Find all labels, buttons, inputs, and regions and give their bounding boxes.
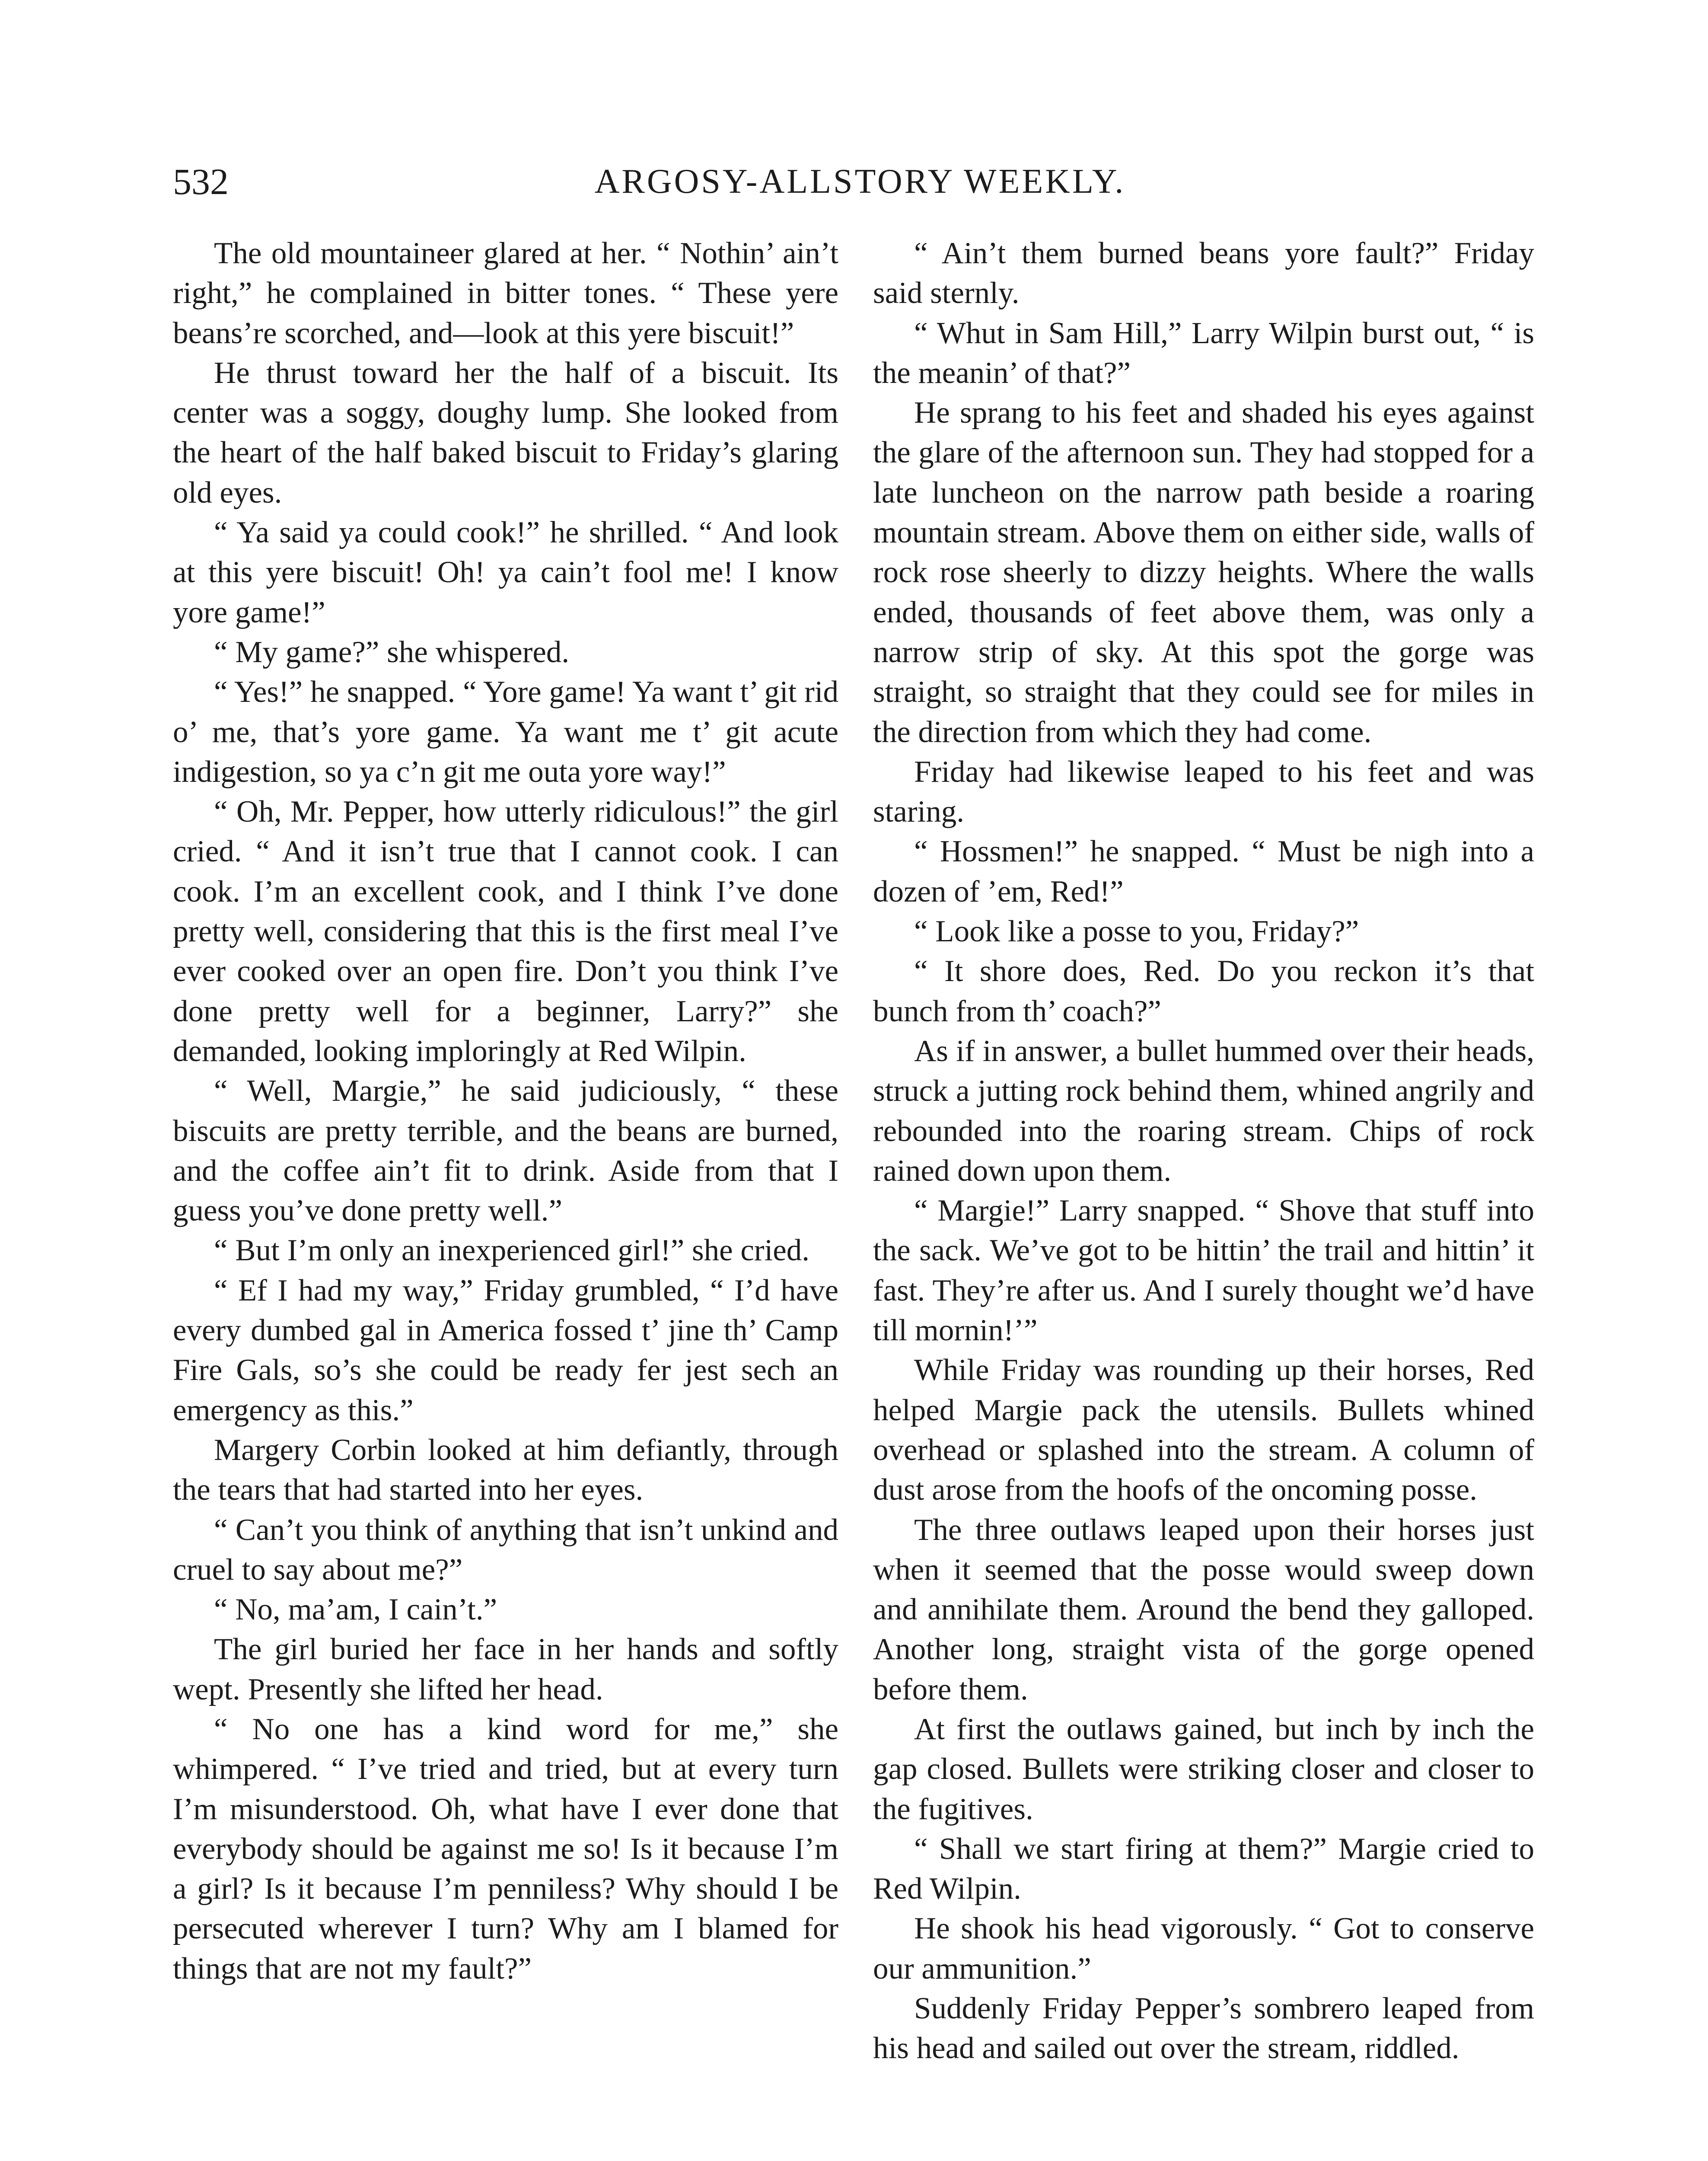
paragraph: Friday had likewise leaped to his feet and was staring.: [873, 755, 1534, 829]
right-column: [873, 233, 1534, 2069]
page-header: [173, 156, 1547, 207]
paragraph: “ Oh, Mr. Pepper, how utterly ridiculous!” the girl cried. “ And it isn’t true that I cannot cook. I can cook. I’m an excellent cook, and I think I’ve done pretty well, considering that this is the first meal I’ve ever cooked over an open fire. Don’t you think I’ve done pretty well for a beginner, Larry?” she demanded, looking imploringly at Red Wilpin.: [173, 795, 838, 1068]
left-column: [173, 233, 838, 1989]
paragraph: “ Well, Margie,” he said judiciously, “ these biscuits are pretty terrible, and the beans are burned, and the coffee ain’t fit to drink. Aside from that I guess you’ve done pretty well.”: [173, 1074, 838, 1228]
paragraph: Margery Corbin looked at him defiantly, through the tears that had started into her eyes.: [173, 1433, 838, 1507]
paragraph: “ Shall we start firing at them?” Margie cried to Red Wilpin.: [873, 1832, 1534, 1906]
paragraph: “ But I’m only an inexperienced girl!” she cried.: [214, 1233, 810, 1268]
paragraph: He shook his head vigorously. “ Got to conserve our ammunition.”: [873, 1912, 1534, 1986]
paragraph: As if in answer, a bullet hummed over their heads, struck a jutting rock behind them, whined angrily and rebounded into the roaring stream. Chips of rock rained down upon them.: [873, 1034, 1534, 1188]
paragraph: “ It shore does, Red. Do you reckon it’s that bunch from th’ coach?”: [873, 954, 1534, 1028]
paragraph: The girl buried her face in her hands and softly wept. Presently she lifted her head.: [173, 1632, 838, 1706]
paragraph: “ Yes!” he snapped. “ Yore game! Ya want t’ git rid o’ me, that’s yore game. Ya want me t’ git acute indigestion, so ya c’n git me outa yore way!”: [173, 675, 838, 789]
paragraph: He thrust toward her the half of a biscuit. Its center was a soggy, doughy lump. She looked from the heart of the half baked biscuit to Friday’s glaring old eyes.: [173, 356, 838, 510]
paragraph: “ Can’t you think of anything that isn’t unkind and cruel to say about me?”: [173, 1513, 838, 1587]
paragraph: “ Ef I had my way,” Friday grumbled, “ I’d have every dumbed gal in America fossed t’ jine th’ Camp Fire Gals, so’s she could be ready fer jest sech an emergency as this.”: [173, 1273, 838, 1427]
paragraph: He sprang to his feet and shaded his eyes against the glare of the afternoon sun. They had stopped for a late luncheon on the narrow path beside a roaring mountain stream. Above them on either side, walls of rock rose sheerly to dizzy heights. Where the walls ended, thousands of feet above them, was only a narrow strip of sky. At this spot the gorge was straight, so straight that they could see for miles in the direction from which they had come.: [873, 396, 1534, 749]
paragraph: At first the outlaws gained, but inch by inch the gap closed. Bullets were striking closer and closer to the fugitives.: [873, 1712, 1534, 1826]
running-title: ARGOSY-ALLSTORY WEEKLY.: [594, 163, 1126, 201]
paragraph: Suddenly Friday Pepper’s sombrero leaped from his head and sailed out over the stream, riddled.: [873, 1992, 1534, 2065]
paragraph: “ No, ma’am, I cain’t.”: [214, 1593, 497, 1627]
paragraph: “ My game?” she whispered.: [214, 635, 570, 669]
paragraph: “ Ya said ya could cook!” he shrilled. “ And look at this yere biscuit! Oh! ya cain’t fool me! I know yore game!”: [173, 516, 838, 629]
paragraph: The three outlaws leaped upon their horses just when it seemed that the posse would sweep down and annihilate them. Around the bend they galloped. Another long, straight vista of the gorge opened before them.: [873, 1513, 1534, 1706]
paragraph: “ Look like a posse to you, Friday?”: [914, 915, 1359, 949]
paragraph: “ No one has a kind word for me,” she whimpered. “ I’ve tried and tried, but at every turn I’m misunderstood. Oh, what have I ever done that everybody should be against me so! Is it because I’m a girl? Is it because I’m penniless? Why should I be persecuted wherever I turn? Why am I blamed for things that are not my fault?”: [173, 1712, 838, 1986]
page-number: 532: [173, 161, 229, 202]
paragraph: The old mountaineer glared at her. “ Nothin’ ain’t right,” he complained in bitter tones. “ These yere beans’re scorched, and—look at this yere biscuit!”: [173, 236, 838, 350]
paragraph: “ Margie!” Larry snapped. “ Shove that stuff into the sack. We’ve got to be hittin’ the trail and hittin’ it fast. They’re after us. And I surely thought we’d have till mornin!’”: [873, 1194, 1534, 1348]
paragraph: “ Hossmen!” he snapped. “ Must be nigh into a dozen of ’em, Red!”: [873, 835, 1534, 908]
paragraph: “ Ain’t them burned beans yore fault?” Friday said sternly.: [873, 236, 1534, 310]
paragraph: “ Whut in Sam Hill,” Larry Wilpin burst out, “ is the meanin’ of that?”: [873, 316, 1534, 390]
paragraph: While Friday was rounding up their horses, Red helped Margie pack the utensils. Bullets whined overhead or splashed into the stream. A column of dust arose from the hoofs of the oncoming posse.: [873, 1353, 1534, 1507]
